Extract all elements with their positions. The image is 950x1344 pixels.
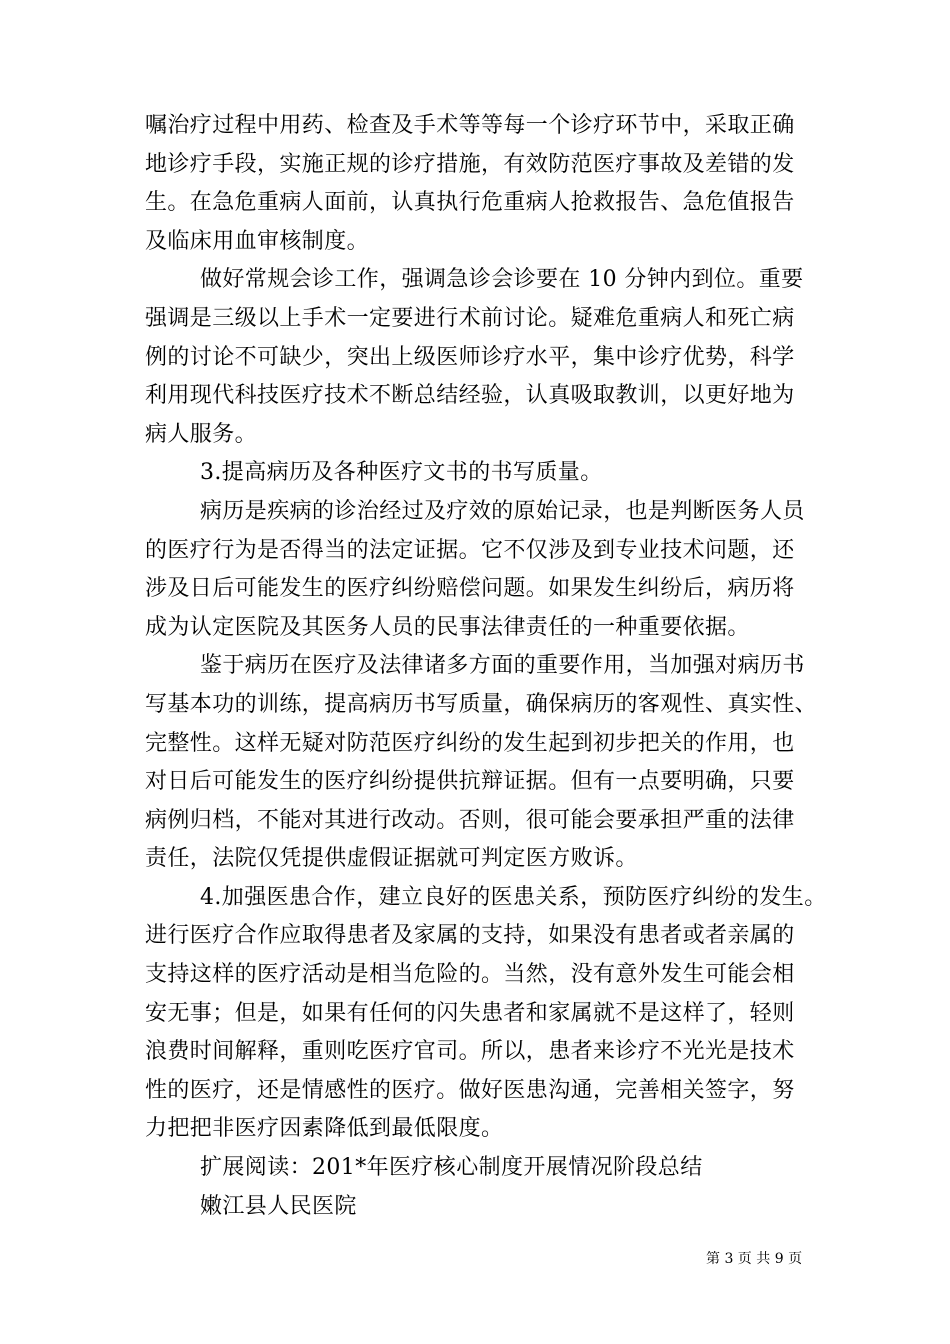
text-line: 病历是疾病的诊治经过及疗效的原始记录，也是判断医务人员 [200, 498, 805, 524]
text-line: 成为认定医院及其医务人员的民事法律责任的一种重要依据。 [145, 614, 750, 640]
text-line: 及临床用血审核制度。 [145, 228, 370, 254]
text-line: 写基本功的训练，提高病历书写质量，确保病历的客观性、真实性、 [145, 691, 818, 717]
text-line: 浪费时间解释，重则吃医疗官司。所以，患者来诊疗不光光是技术 [145, 1039, 795, 1065]
text-line: 性的医疗，还是情感性的医疗。做好医患沟通，完善相关签字，努 [145, 1077, 795, 1103]
text-line: 安无事；但是，如果有任何的闪失患者和家属就不是这样了，轻则 [145, 1000, 795, 1026]
text-line: 涉及日后可能发生的医疗纠纷赔偿问题。如果发生纠纷后，病历将 [145, 576, 795, 602]
text-line: 嫩江县人民医院 [200, 1193, 357, 1219]
document-body [145, 107, 827, 1226]
text-line: 支持这样的医疗活动是相当危险的。当然，没有意外发生可能会相 [145, 962, 795, 988]
text-line: 扩展阅读：201*年医疗核心制度开展情况阶段总结 [200, 1155, 703, 1181]
text-line: 责任，法院仅凭提供虚假证据就可判定医方败诉。 [145, 846, 638, 872]
text-line: 利用现代科技医疗技术不断总结经验，认真吸取教训，以更好地为 [145, 383, 795, 409]
text-line: 病例归档，不能对其进行改动。否则，很可能会要承担严重的法律 [145, 807, 795, 833]
text-line: 对日后可能发生的医疗纠纷提供抗辩证据。但有一点要明确，只要 [145, 769, 795, 795]
text-line: 例的讨论不可缺少，突出上级医师诊疗水平，集中诊疗优势，科学 [145, 344, 795, 370]
text-line: 做好常规会诊工作，强调急诊会诊要在 10 分钟内到位。重要 [200, 267, 804, 293]
text-line: 完整性。这样无疑对防范医疗纠纷的发生起到初步把关的作用，也 [145, 730, 795, 756]
text-line: 地诊疗手段，实施正规的诊疗措施，有效防范医疗事故及差错的发 [145, 151, 795, 177]
text-line: 4.加强医患合作，建立良好的医患关系，预防医疗纠纷的发生。 [200, 884, 827, 910]
text-line: 生。在急危重病人面前，认真执行危重病人抢救报告、急危值报告 [145, 190, 795, 216]
text-line: 强调是三级以上手术一定要进行术前讨论。疑难危重病人和死亡病 [145, 305, 795, 331]
text-line: 进行医疗合作应取得患者及家属的支持，如果没有患者或者亲属的 [145, 923, 795, 949]
text-line: 鉴于病历在医疗及法律诸多方面的重要作用，当加强对病历书 [200, 653, 805, 679]
text-line: 力把把非医疗因素降低到最低限度。 [145, 1116, 504, 1142]
text-line: 嘱治疗过程中用药、检查及手术等等每一个诊疗环节中，采取正确 [145, 113, 795, 138]
text-line: 3.提高病历及各种医疗文书的书写质量。 [200, 460, 603, 486]
text-line: 的医疗行为是否得当的法定证据。它不仅涉及到专业技术问题，还 [145, 537, 795, 563]
text-line: 病人服务。 [145, 421, 258, 447]
page-number-footer: 第 3 页 共 9 页 [706, 1251, 803, 1267]
